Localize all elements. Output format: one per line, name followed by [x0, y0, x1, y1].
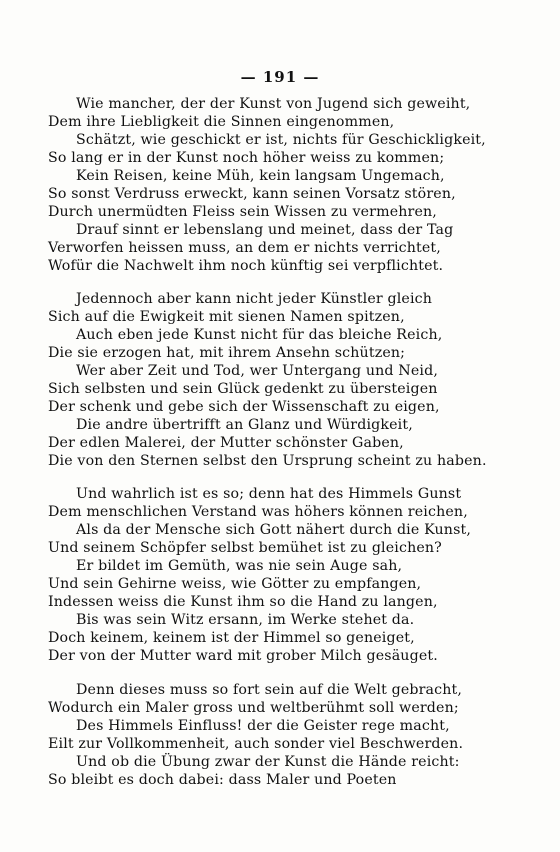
verse-line: Sich auf die Ewigkeit mit sienen Namen spitzen,	[48, 309, 405, 325]
verse-line: Der edlen Malerei, der Mutter schönster Gaben,	[48, 435, 404, 451]
verse-line: Wofür die Nachwelt ihm noch künftig sei verpflichtet.	[48, 258, 444, 274]
verse-line: So bleibt es doch dabei: dass Maler und Poeten	[48, 772, 397, 788]
stanza	[48, 681, 528, 789]
verse-line: Die sie erzogen hat, mit ihrem Ansehn schützen;	[48, 345, 406, 361]
verse-line: Verworfen heissen muss, an dem er nichts verrichtet,	[48, 240, 441, 256]
verse-line: Indessen weiss die Kunst ihm so die Hand zu langen,	[48, 594, 438, 610]
verse-line: Und ob die Übung zwar der Kunst die Hände reicht:	[76, 754, 460, 770]
verse-line: Denn dieses muss so fort sein auf die Welt gebracht,	[76, 682, 463, 698]
verse-line: Drauf sinnt er lebenslang und meinet, dass der Tag	[76, 222, 454, 238]
verse-line: Des Himmels Einfluss! der die Geister rege macht,	[76, 718, 450, 734]
verse-line: Und sein Gehirne weiss, wie Götter zu empfangen,	[48, 576, 422, 592]
verse-line: Der schenk und gebe sich der Wissenschaft zu eigen,	[48, 399, 440, 415]
verse-line: Und seinem Schöpfer selbst bemühet ist zu gleichen?	[48, 540, 442, 556]
verse-line: Wodurch ein Maler gross und weltberühmt soll werden;	[48, 700, 459, 716]
verse-line: So sonst Verdruss erweckt, kann seinen Vorsatz stören,	[48, 186, 456, 202]
verse-line: Bis was sein Witz ersann, im Werke stehet da.	[76, 612, 415, 628]
verse-line: Die andre übertrifft an Glanz und Würdigkeit,	[76, 417, 413, 433]
verse-line: Wer aber Zeit und Tod, wer Untergang und Neid,	[76, 363, 438, 379]
stanza	[48, 485, 528, 665]
verse-line: Doch keinem, keinem ist der Himmel so geneiget,	[48, 630, 415, 646]
verse-line: Schätzt, wie geschickt er ist, nichts für Geschickligkeit,	[76, 132, 486, 148]
verse-line: So lang er in der Kunst noch höher weiss zu kommen;	[48, 150, 445, 166]
verse-line: Er bildet im Gemüth, was nie sein Auge sah,	[76, 558, 403, 574]
verse-line: Die von den Sternen selbst den Ursprung scheint zu haben.	[48, 453, 487, 469]
verse-line: Dem ihre Liebligkeit die Sinnen eingenommen,	[48, 114, 395, 130]
page-number: — 191 —	[240, 68, 320, 86]
verse-line: Sich selbsten und sein Glück gedenkt zu übersteigen	[48, 381, 438, 397]
verse-line: Dem menschlichen Verstand was höhers können reichen,	[48, 504, 468, 520]
verse-line: Kein Reisen, keine Müh, kein langsam Ungemach,	[76, 168, 445, 184]
verse-line: Und wahrlich ist es so; denn hat des Himmels Gunst	[76, 486, 462, 502]
verse-line: Der von der Mutter ward mit grober Milch gesäuget.	[48, 648, 438, 664]
verse-line: Als da der Mensche sich Gott nähert durch die Kunst,	[76, 522, 472, 538]
verse-line: Eilt zur Vollkommenheit, auch sonder viel Beschwerden.	[48, 736, 464, 752]
verse-line: Auch eben jede Kunst nicht für das bleiche Reich,	[76, 327, 443, 343]
stanza	[48, 290, 528, 470]
verse-line: Durch unermüdten Fleiss sein Wissen zu vermehren,	[48, 204, 437, 220]
verse-line: Jedennoch aber kann nicht jeder Künstler gleich	[76, 291, 433, 307]
stanza	[48, 95, 528, 275]
verse-line: Wie mancher, der der Kunst von Jugend sich geweiht,	[76, 96, 471, 112]
